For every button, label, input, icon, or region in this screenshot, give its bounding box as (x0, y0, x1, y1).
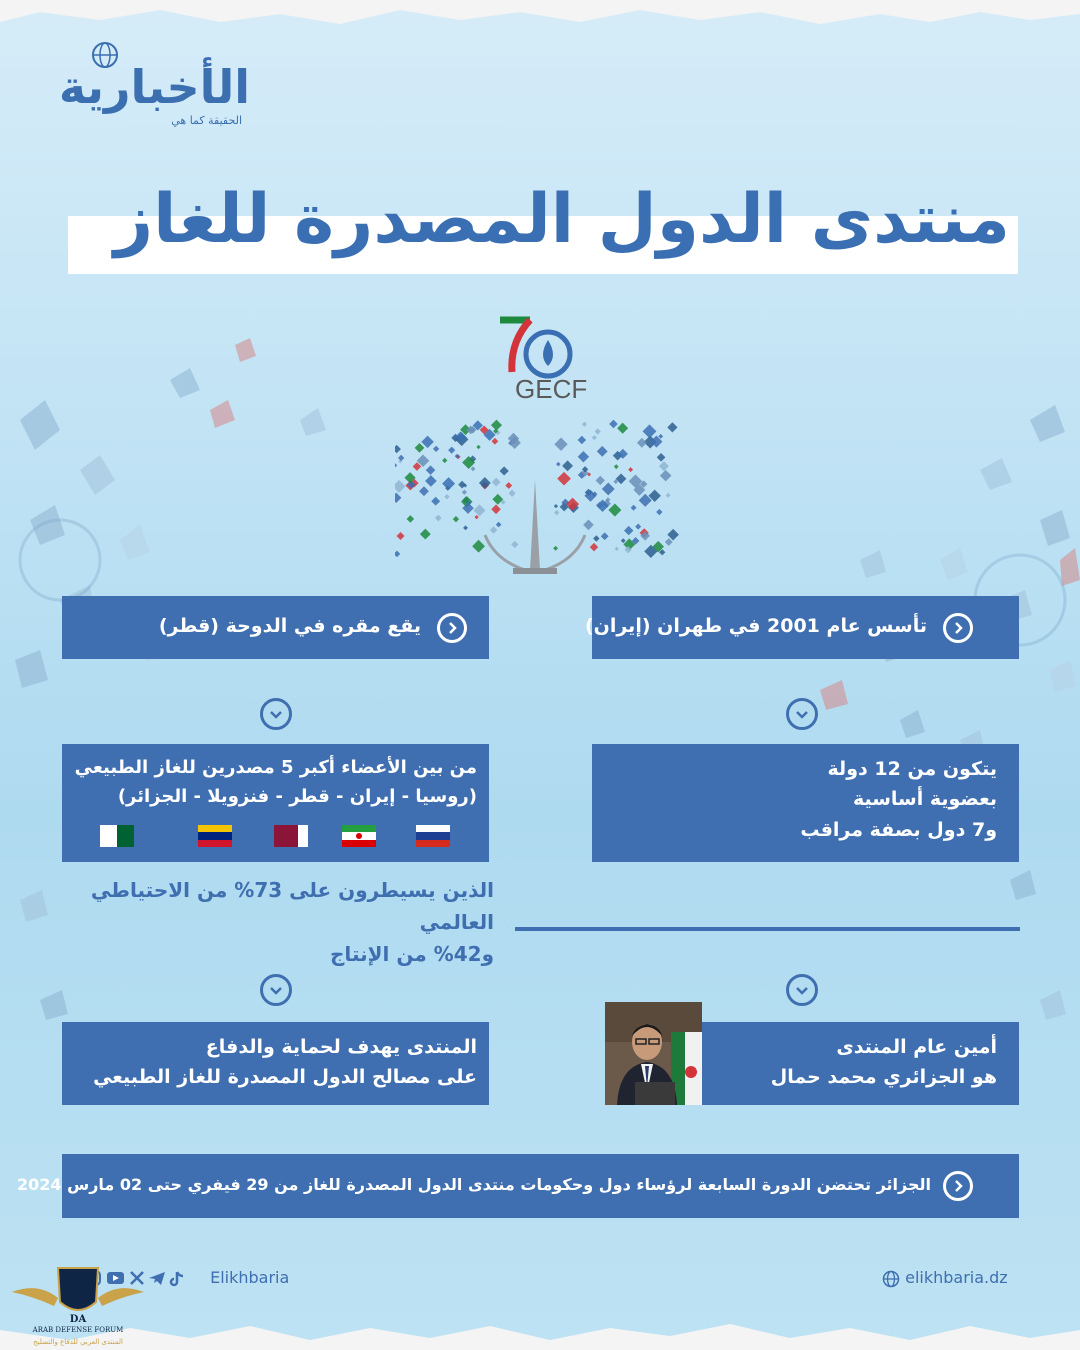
secretary-general-photo (605, 1002, 702, 1105)
brand-tagline: الحقيقة كما هي (171, 114, 242, 127)
goal-text (77, 1032, 477, 1093)
page-title: منتدى الدول المصدرة للغاز (114, 180, 1010, 259)
torn-paper-bottom (0, 1310, 1080, 1350)
arab-defense-forum-watermark (8, 1262, 148, 1350)
founded-text: تأسس عام 2001 في طهران (إيران) (584, 615, 927, 637)
watermark-name: ARAB DEFENSE FORUM (32, 1326, 124, 1334)
tiktok-icon (171, 1272, 183, 1285)
reserves-text (62, 874, 494, 970)
chevron-right-icon (943, 613, 973, 643)
web-globe-icon (882, 1270, 900, 1288)
brand-name: الأخبارية (58, 60, 250, 114)
mosaic-monument-illustration (395, 410, 685, 580)
torn-paper-top (0, 0, 1080, 40)
brand-logo (60, 40, 250, 130)
website-url[interactable]: elikhbaria.dz (905, 1268, 1008, 1287)
composition-text (617, 754, 997, 845)
watermark-initials: DA (69, 1314, 87, 1325)
goal-line: على مصالح الدول المصدرة للغاز الطبيعي (93, 1066, 477, 1089)
top-exporters-text (67, 754, 477, 812)
algeria-flag-icon (100, 825, 134, 847)
chevron-down-icon (260, 974, 292, 1006)
composition-line: يتكون من 12 دولة (827, 758, 997, 780)
russia-flag-icon (416, 825, 450, 847)
chevron-down-icon (786, 974, 818, 1006)
watermark-arabic: المنتدى العربي للدفاع والتسليح (33, 1338, 123, 1346)
chevron-right-icon (943, 1171, 973, 1201)
composition-line: بعضوية أساسية (852, 788, 997, 811)
founded-card (584, 596, 1019, 659)
reserves-line: و42% من الإنتاج (330, 942, 494, 966)
headquarters-card (62, 596, 489, 659)
top-exporters-card (62, 744, 489, 862)
title-banner (68, 180, 1018, 290)
social-handle[interactable]: Elikhbaria (210, 1268, 290, 1287)
reserves-line: الذين يسيطرون على 73% من الاحتياطي العالمي (90, 878, 494, 934)
top-exporters-line: (روسيا - إيران - قطر - فنزويلا - الجزائر) (117, 785, 477, 807)
qatar-flag-icon (274, 825, 308, 847)
headquarters-text: يقع مقره في الدوحة (قطر) (158, 615, 421, 637)
composition-line: و7 دول بصفة مراقب (800, 818, 997, 841)
iran-flag-icon (342, 825, 376, 847)
summit-text: الجزائر تحتضن الدورة السابعة لرؤساء دول وحكومات منتدى الدول المصدرة للغاز من 29 فيفري حتى 02 مارس 2024 (17, 1175, 931, 1194)
secretary-line: هو الجزائري محمد حمال (770, 1066, 997, 1089)
goal-line: المنتدى يهدف لحماية والدفاع (205, 1036, 477, 1058)
top-exporters-line: من بين الأعضاء أكبر 5 مصدرين للغاز الطبيعي (74, 757, 477, 778)
secretary-text (707, 1032, 997, 1093)
website-link[interactable] (882, 1268, 1008, 1288)
secretary-line: أمين عام المنتدى (836, 1036, 997, 1058)
composition-card (592, 744, 1019, 862)
chevron-right-icon (437, 613, 467, 643)
chevron-down-icon (786, 698, 818, 730)
goal-card (62, 1022, 489, 1105)
section-divider (515, 927, 1020, 931)
telegram-icon (149, 1272, 165, 1285)
gecf-logo-text: GECF (515, 374, 588, 404)
venezuela-flag-icon (198, 825, 232, 847)
summit-card (17, 1154, 1019, 1218)
flags-row (162, 825, 512, 849)
chevron-down-icon (260, 698, 292, 730)
